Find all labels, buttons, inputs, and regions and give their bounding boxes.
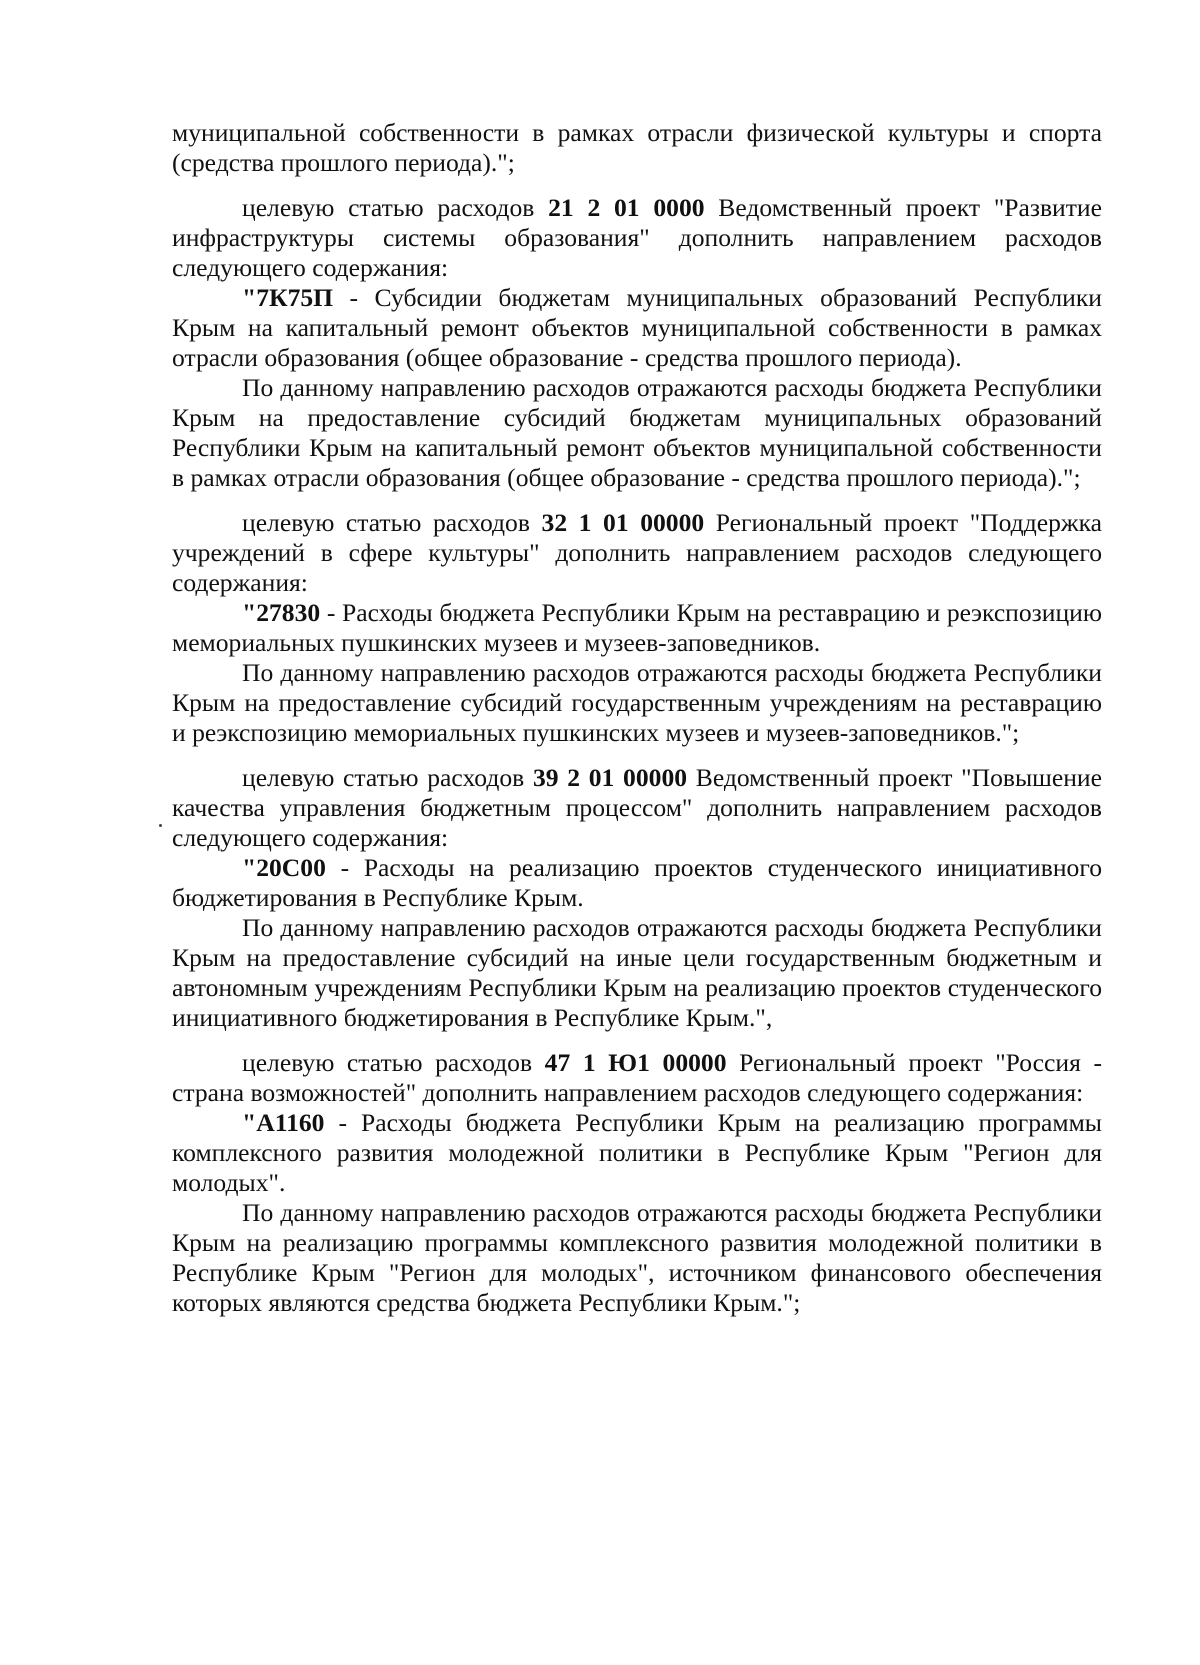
expense-title: - Расходы на реализацию проектов студенческого инициативного бюджетирования в Республике Крым.: [172, 853, 1102, 912]
expense-item-20c00: [172, 853, 1102, 913]
lead-prefix: целевую статью расходов: [242, 1048, 545, 1077]
target-code: 39 2 01 00000: [532, 763, 688, 792]
expense-description: По данному направлению расходов отражаются расходы бюджета Республики Крым на предоставление субсидий государственным учреждениям на реставрацию и реэкспозицию мемориальных пушкинских музеев и музеев-заповедников.";: [172, 658, 1102, 747]
expense-title: - Расходы бюджета Республики Крым на реставрацию и реэкспозицию мемориальных пушкинских музеев и музеев-заповедников.: [172, 598, 1102, 657]
lead-suffix: Региональный проект "Россия - страна возможностей" дополнить направлением расходов следующего содержания:: [172, 1048, 1103, 1107]
expense-description: По данному направлению расходов отражаются расходы бюджета Республики Крым на реализацию программы комплексного развития молодежной политики в Республике Крым "Регион для молодых", источником финансового обеспечения которых являются средства бюджета Республики Крым.";: [172, 1198, 1102, 1317]
lead-suffix: Региональный проект "Поддержка учреждений в сфере культуры" дополнить направлением расходов следующего содержания:: [172, 508, 1102, 597]
lead-prefix: целевую статью расходов: [242, 763, 533, 792]
expense-description: По данному направлению расходов отражаются расходы бюджета Республики Крым на предоставление субсидий на иные цели государственным бюджетным и автономным учреждениям Республики Крым на реализацию проектов студенческого инициативного бюджетирования в Республике Крым.",: [172, 913, 1102, 1032]
expense-title: - Субсидии бюджетам муниципальных образований Республики Крым на капитальный ремонт объектов муниципальной собственности в рамках отрасли образования (общее образование - средства прошлого периода).: [172, 283, 1102, 372]
expense-title: - Расходы бюджета Республики Крым на реализацию программы комплексного развития молодежной политики в Республике Крым "Регион для молодых".: [172, 1108, 1102, 1197]
expense-code: "20С00: [242, 853, 326, 882]
expense-item-a1160: [172, 1108, 1102, 1198]
document-body: [172, 118, 1102, 1318]
section-lead-39: [172, 763, 1102, 853]
expense-item-27830: [172, 598, 1102, 658]
section-lead-21: [172, 193, 1102, 283]
scan-speck: [159, 824, 162, 827]
expense-code: "А1160: [242, 1108, 325, 1137]
expense-description: По данному направлению расходов отражаются расходы бюджета Республики Крым на предоставление субсидий бюджетам муниципальных образований Республики Крым на капитальный ремонт объектов муниципальной собственности в рамках отрасли образования (общее образование - средства прошлого периода).";: [172, 373, 1102, 492]
target-code: 47 1 Ю1 00000: [544, 1048, 727, 1077]
lead-prefix: целевую статью расходов: [242, 193, 549, 222]
expense-item-7k75p: [172, 283, 1102, 373]
expense-code: "7К75П: [242, 283, 334, 312]
expense-code: "27830: [242, 598, 321, 627]
target-code: 21 2 01 0000: [548, 193, 705, 222]
lead-suffix: Ведомственный проект "Развитие инфраструктуры системы образования" дополнить направлением расходов следующего содержания:: [172, 193, 1102, 282]
lead-suffix: Ведомственный проект "Повышение качества управления бюджетным процессом" дополнить направлением расходов следующего содержания:: [172, 763, 1102, 852]
lead-prefix: целевую статью расходов: [242, 508, 542, 537]
section-lead-47: [172, 1048, 1102, 1108]
paragraph-continuation: муниципальной собственности в рамках отрасли физической культуры и спорта (средства прошлого периода).";: [172, 118, 1102, 177]
target-code: 32 1 01 00000: [541, 508, 705, 537]
section-lead-32: [172, 508, 1102, 598]
